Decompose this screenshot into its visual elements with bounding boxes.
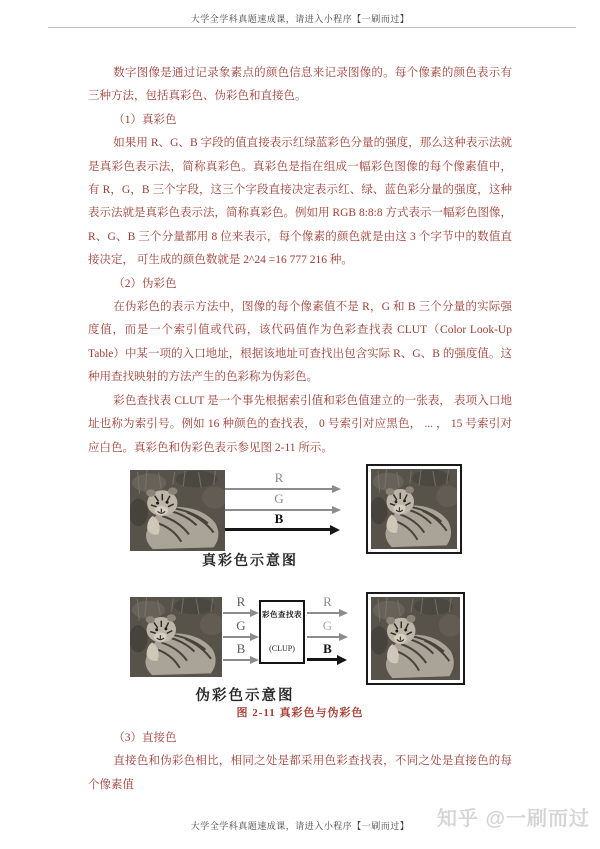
pseudocolor-output-b-label: B — [323, 641, 332, 656]
section3-heading: （3）直接色 — [113, 732, 177, 744]
section1-heading: （1）真彩色 — [113, 113, 177, 126]
truecolor-result-tiger-image — [366, 464, 462, 554]
pseudocolor-output-g-arrow — [307, 636, 339, 638]
article-tail — [88, 727, 512, 797]
pseudocolor-source-tiger-image — [130, 597, 222, 677]
pseudocolor-output-r-label: R — [323, 594, 332, 609]
intro-paragraph: 数字图像是通过记录象素点的颜色信息来记录图像的。每个像素的颜色表示有三种方法，包括真彩色、伪彩色和直接色。 — [88, 67, 512, 103]
pseudocolor-input-g-arrow — [223, 636, 250, 638]
truecolor-diagram-label: 真彩色示意图 — [202, 554, 298, 569]
header-divider — [48, 27, 576, 28]
pseudocolor-output-b-arrow — [307, 658, 337, 661]
pseudocolor-input-r-arrow — [223, 612, 250, 614]
pseudocolor-diagram-label: 伪彩色示意图 — [195, 688, 295, 704]
section3-paragraph: 直接色和伪彩色相比，相同之处是都采用色彩查找表，不同之处是直接色的每个像素值 — [88, 755, 512, 791]
pseudocolor-input-b-arrow — [223, 659, 250, 661]
pseudocolor-input-b-label: B — [236, 641, 246, 656]
zhihu-watermark: 知乎 @一刷而过 — [436, 808, 590, 830]
truecolor-g-channel-label: G — [274, 491, 284, 506]
figure-caption: 图 2-11 真彩色与伪彩色 — [236, 707, 364, 719]
pseudocolor-output-r-arrow — [307, 612, 339, 614]
header-promo-text: 大学全学科真题速成课，请进入小程序【一刷而过】 — [190, 14, 410, 24]
pseudocolor-output-g-label: G — [322, 618, 333, 633]
truecolor-r-channel-arrow — [225, 488, 332, 490]
truecolor-b-channel-arrow — [225, 528, 330, 531]
footer-promo-text: 大学全学科真题速成课，请进入小程序【一刷而过】 — [190, 821, 410, 831]
truecolor-source-tiger-image — [130, 470, 225, 551]
clut-box-subtitle: (CLUP) — [269, 644, 295, 653]
color-lookup-table-box — [259, 600, 305, 664]
section2-paragraph-1: 在伪彩色的表示方法中，图像的每个像素值不是 R，G 和 B 三个分量的实际强度值，而是一个索引值或代码，该代码值作为色彩查找表 CLUT（Color Look-Up Table）中某一项的入口地址，根据该地址可查找出包含实际 R、G、B 的强度值。这种用查找映射的方法产生的色彩称为伪彩色。 — [88, 301, 512, 384]
section2-paragraph-2: 彩色查找表 CLUT 是一个事先根据索引值和彩色值建立的一张表， 表项入口地址也称为索引号。例如 16 种颜色的查找表， 0 号索引对应黑色， ... ， 15 号索引对应白色。真彩色和伪彩色表示参见图 2-11 所示。 — [88, 394, 512, 454]
truecolor-b-channel-label: B — [274, 511, 284, 526]
pseudocolor-result-tiger-image — [366, 592, 465, 685]
pseudocolor-input-g-label: G — [236, 618, 246, 633]
figure-2-11 — [0, 462, 600, 704]
article-body — [88, 62, 512, 460]
truecolor-r-channel-label: R — [274, 470, 284, 485]
section1-paragraph: 如果用 R、G、B 字段的值直接表示红绿蓝彩色分量的强度，那么这种表示法就是真彩色表示法，简称真彩色。真彩色是指在组成一幅彩色图像的每个像素值中，有 R，G，B 三个字段，这三个字段直接决定表示红、绿、蓝色彩分量的强度，这种表示法就是真彩色表示法，简称真彩色。例如用 RGB 8:8:8 方式表示一幅彩色图像， R、G、B 三个分量都用 8 位来表示，每个像素的颜色就是由这 3 个字节中的数值直接决定， 可生成的颜色数就是 2^24 =16 777 216 种。 — [88, 137, 512, 267]
section2-heading: （2）伪彩色 — [113, 277, 177, 290]
pseudocolor-input-r-label: R — [236, 594, 246, 609]
clut-box-title: 彩色查找表 — [262, 610, 302, 619]
